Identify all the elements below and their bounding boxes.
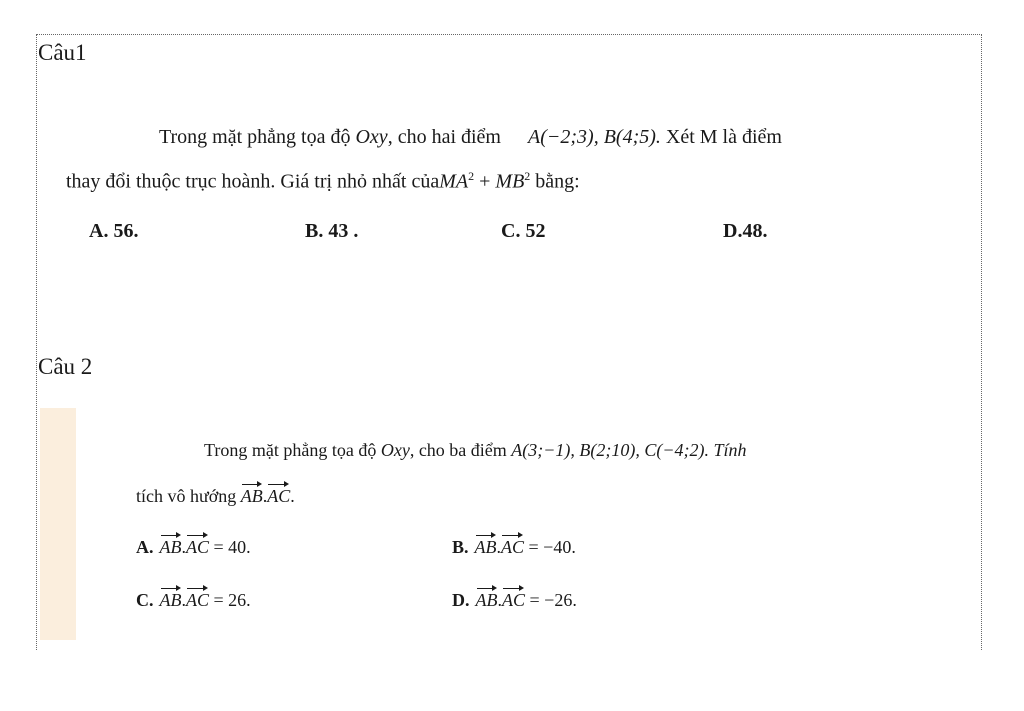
q2-option-c-label: C. xyxy=(136,590,154,610)
vector-ab: AB xyxy=(160,533,182,558)
question-1-line-1 xyxy=(159,126,782,149)
q1-mid-text: , cho hai điểm xyxy=(387,126,501,148)
q1-line2-end: bằng: xyxy=(530,170,580,193)
vector-ab: AB xyxy=(160,586,182,611)
dot-operator: . xyxy=(496,537,502,557)
q1-exp-1: 2 xyxy=(468,169,475,183)
period: . xyxy=(290,486,295,506)
question-1-line-2 xyxy=(66,169,580,194)
question-2-heading: Câu 2 xyxy=(38,354,93,379)
vector-ac: AC xyxy=(186,586,209,611)
q2-points: A(3;−1), B(2;10), C(−4;2). Tính xyxy=(511,440,747,460)
q1-option-c[interactable]: C. 52 xyxy=(501,220,546,242)
q2-option-d-value: = −26. xyxy=(529,590,577,610)
q1-points: A(−2;3), B(4;5). xyxy=(528,126,661,148)
q1-plus: + xyxy=(474,170,496,193)
q2-option-a-label: A. xyxy=(136,537,154,557)
q2-option-a-value: = 40. xyxy=(213,537,251,557)
q2-option-b-label: B. xyxy=(452,537,469,557)
q1-option-b[interactable]: B. 43 . xyxy=(305,220,359,242)
q2-option-c[interactable] xyxy=(136,586,251,611)
vector-ac: AC xyxy=(501,533,524,558)
dot-operator: . xyxy=(262,486,268,506)
q1-ma: MA xyxy=(439,170,469,193)
q2-option-a[interactable] xyxy=(136,533,251,558)
question-2-line-2 xyxy=(136,482,295,507)
vector-ab: AB xyxy=(241,482,263,507)
q2-option-d[interactable] xyxy=(452,586,577,611)
q2-intro-text: Trong mặt phẳng tọa độ xyxy=(204,440,377,460)
q1-option-a[interactable]: A. 56. xyxy=(89,220,139,242)
vector-ac: AC xyxy=(502,586,525,611)
q1-intro-text: Trong mặt phẳng tọa độ xyxy=(159,126,351,148)
q2-oxy: Oxy xyxy=(380,440,410,460)
q1-exp-2: 2 xyxy=(524,169,531,183)
q2-option-b-value: = −40. xyxy=(528,537,576,557)
q1-oxy: Oxy xyxy=(355,126,388,148)
q2-option-d-label: D. xyxy=(452,590,470,610)
dot-operator: . xyxy=(181,590,186,610)
q1-line2-text: thay đổi thuộc trục hoành. Giá trị nhỏ nhất của xyxy=(66,170,440,193)
q2-mid-text: , cho ba điểm xyxy=(409,440,507,460)
question-2-margin-band xyxy=(40,408,76,640)
dot-operator: . xyxy=(497,590,502,610)
q2-option-b[interactable] xyxy=(452,533,576,558)
question-1-heading: Câu1 xyxy=(38,40,87,65)
vector-ac: AC xyxy=(267,482,290,507)
q2-option-c-value: = 26. xyxy=(213,590,251,610)
q2-line2-text: tích vô hướng xyxy=(136,486,237,506)
vector-ab: AB xyxy=(475,533,497,558)
question-2-line-1 xyxy=(204,440,747,461)
q1-option-d[interactable]: D.48. xyxy=(723,220,768,242)
vector-ab: AB xyxy=(476,586,498,611)
q1-line1-end: Xét M là điểm xyxy=(665,126,782,148)
dot-operator: . xyxy=(181,537,186,557)
vector-ac: AC xyxy=(186,533,209,558)
q1-mb: MB xyxy=(495,170,525,193)
